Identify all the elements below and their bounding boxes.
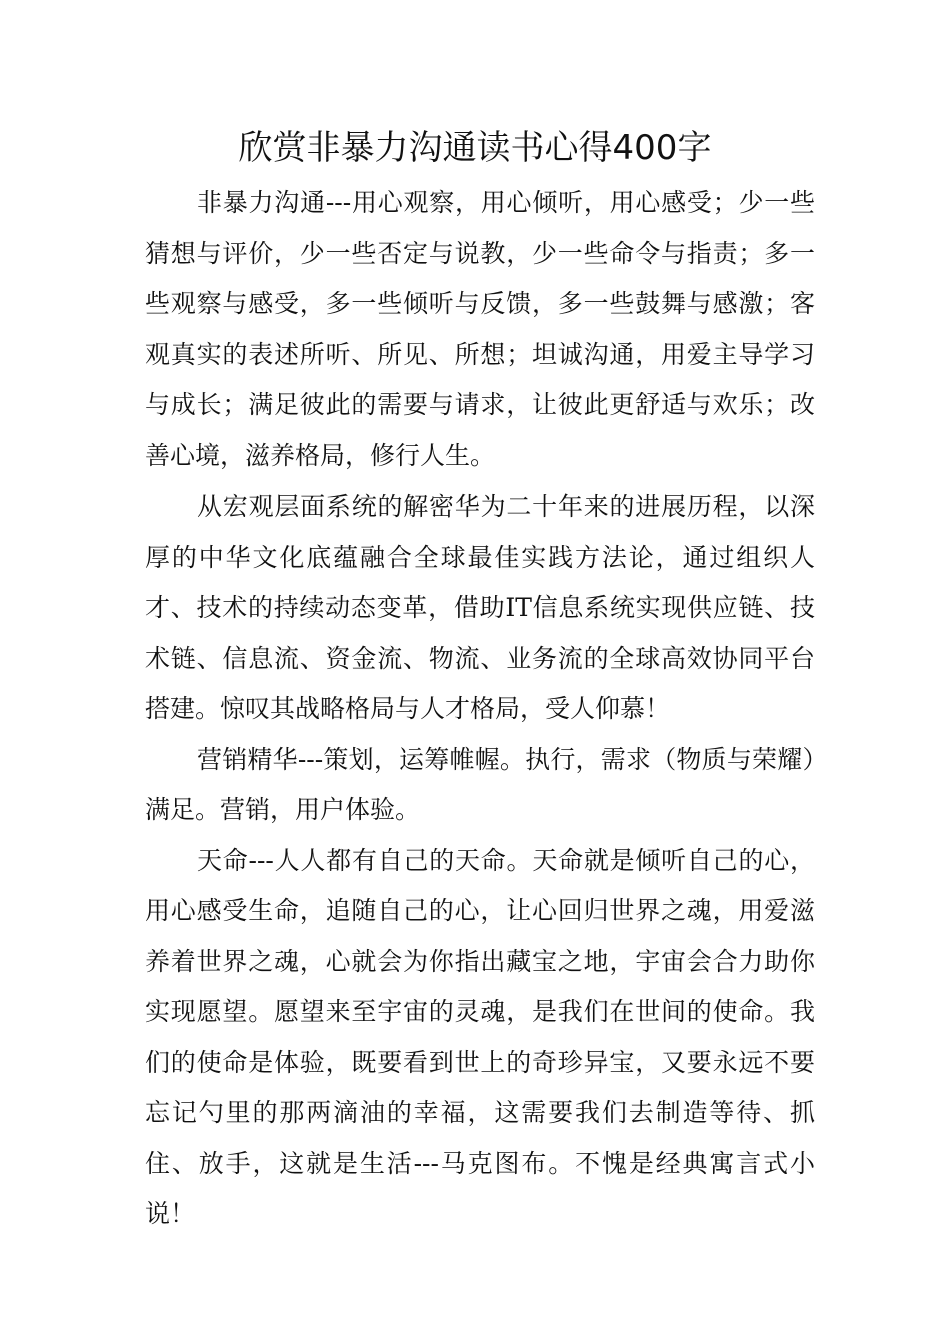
paragraph-nonviolent-communication: 非暴力沟通---用心观察，用心倾听，用心感受；少一些猜想与评价，少一些否定与说教，少一些命令与指责；多一些观察与感受，多一些倾听与反馈，多一些鼓舞与感激；客观真实的表述所听、所见、所想；坦诚沟通，用爱主导学习与成长；满足彼此的需要与请求，让彼此更舒适与欢乐；改善心境，滋养格局，修行人生。	[145, 188, 815, 470]
paragraph-marketing: 营销精华---策划，运筹帷幄。执行，需求（物质与荣耀）满足。营销，用户体验。	[145, 744, 815, 824]
paragraph-destiny: 天命---人人都有自己的天命。天命就是倾听自己的心，用心感受生命，追随自己的心，让心回归世界之魂，用爱滋养着世界之魂，心就会为你指出藏宝之地，宇宙会合力助你实现愿望。愿望来至宇宙的灵魂，是我们在世间的使命。我们的使命是体验，既要看到世上的奇珍异宝，又要永远不要忘记勺里的那两滴油的幸福，这需要我们去制造等待、抓住、放手，这就是生活---马克图布。不愧是经典寓言式小说！	[145, 845, 815, 1228]
document-body	[145, 178, 815, 1241]
paragraph-huawei: 从宏观层面系统的解密华为二十年来的进展历程，以深厚的中华文化底蕴融合全球最佳实践方法论，通过组织人才、技术的持续动态变革，借助IT信息系统实现供应链、技术链、信息流、资金流、物流、业务流的全球高效协同平台搭建。惊叹其战略格局与人才格局，受人仰慕！	[145, 492, 815, 723]
document-title: 欣赏非暴力沟通读书心得400字	[238, 128, 712, 168]
